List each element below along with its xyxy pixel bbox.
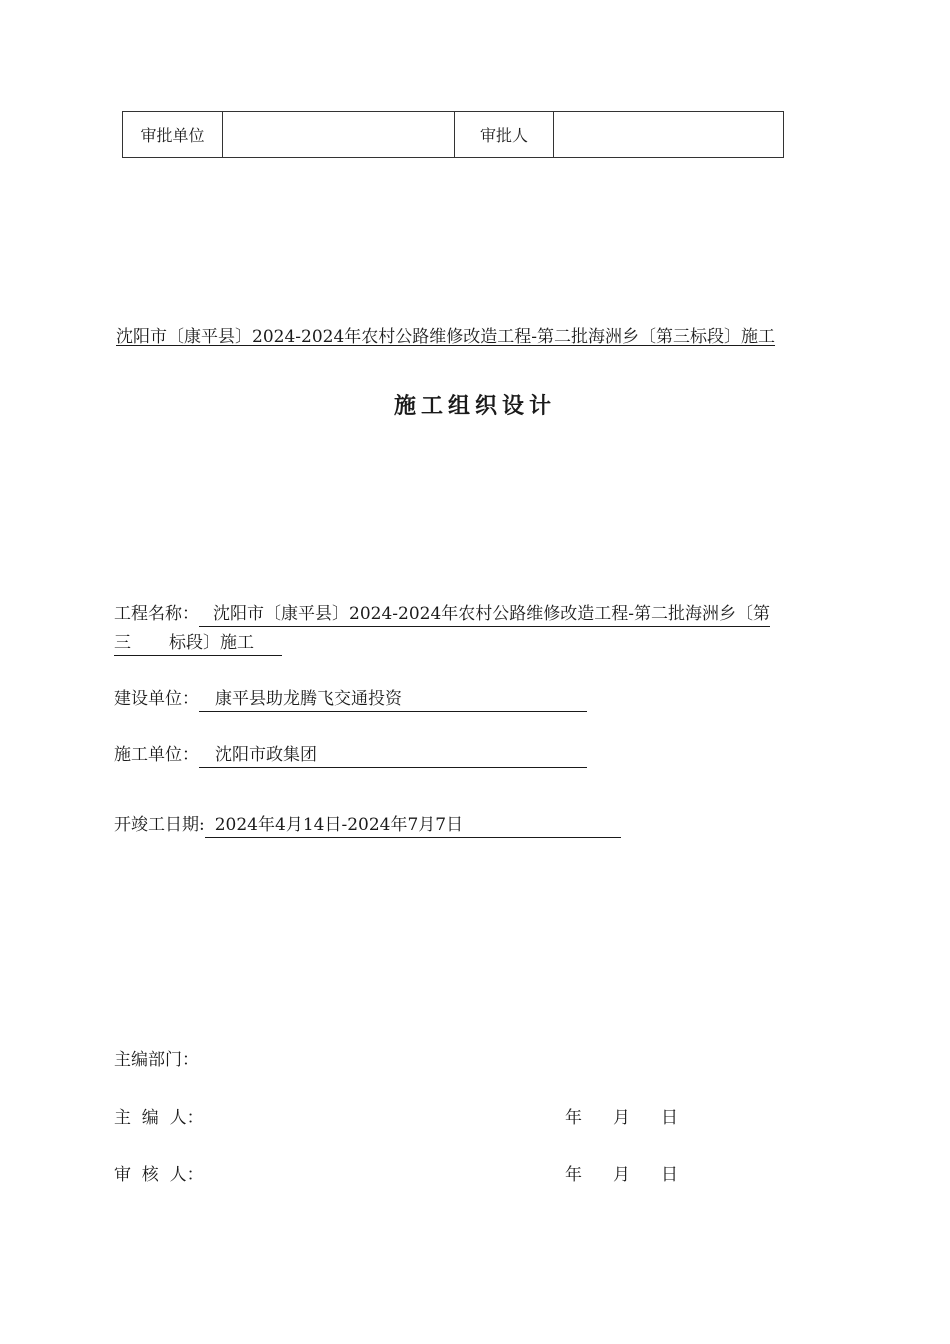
reviewer-label: 审 核 人： [114, 1165, 204, 1185]
approval-person-field[interactable] [554, 112, 784, 158]
project-name-value-cont [114, 631, 282, 656]
dept-label: 主编部门： [114, 1050, 199, 1070]
editor-month: 月 [613, 1108, 630, 1128]
contractor-label: 施工单位： [114, 745, 199, 765]
approval-person-label: 审批人 [455, 112, 554, 158]
editor-date [565, 1105, 678, 1131]
project-name-line-2 [114, 630, 282, 656]
reviewer-month: 月 [613, 1165, 630, 1185]
approval-row [123, 112, 784, 158]
reviewer-day: 日 [661, 1165, 678, 1185]
approval-unit-label: 审批单位 [123, 112, 223, 158]
document-title: 施工组织设计 [393, 394, 556, 419]
project-name-value: 沈阳市〔康平县〕2024-2024年农村公路维修改造工程-第二批海洲乡〔第 [199, 602, 770, 627]
contractor-value: 沈阳市政集团 [199, 743, 587, 768]
editor-year: 年 [565, 1108, 582, 1128]
project-name-value-part-b: 标段〕施工 [169, 633, 254, 653]
dept-line [114, 1047, 199, 1073]
period-value: 2024年4月14日-2024年7月7日 [205, 813, 621, 838]
reviewer-line [114, 1162, 204, 1188]
builder-value: 康平县助龙腾飞交通投资 [199, 687, 587, 712]
project-name-line [114, 601, 770, 627]
period-line [114, 812, 621, 838]
reviewer-year: 年 [565, 1165, 582, 1185]
period-label: 开竣工日期: [114, 815, 205, 835]
project-name-value-part-a: 三 [114, 633, 131, 653]
editor-line [114, 1105, 204, 1131]
builder-line [114, 686, 587, 712]
editor-label: 主 编 人： [114, 1108, 204, 1128]
reviewer-date [565, 1162, 678, 1188]
approval-table [122, 111, 784, 158]
contractor-line [114, 742, 587, 768]
editor-day: 日 [661, 1108, 678, 1128]
approval-unit-field[interactable] [223, 112, 455, 158]
project-name-label: 工程名称： [114, 604, 199, 624]
project-subtitle: 沈阳市〔康平县〕2024-2024年农村公路维修改造工程-第二批海洲乡〔第三标段〕施工 [116, 327, 776, 347]
builder-label: 建设单位： [114, 689, 199, 709]
